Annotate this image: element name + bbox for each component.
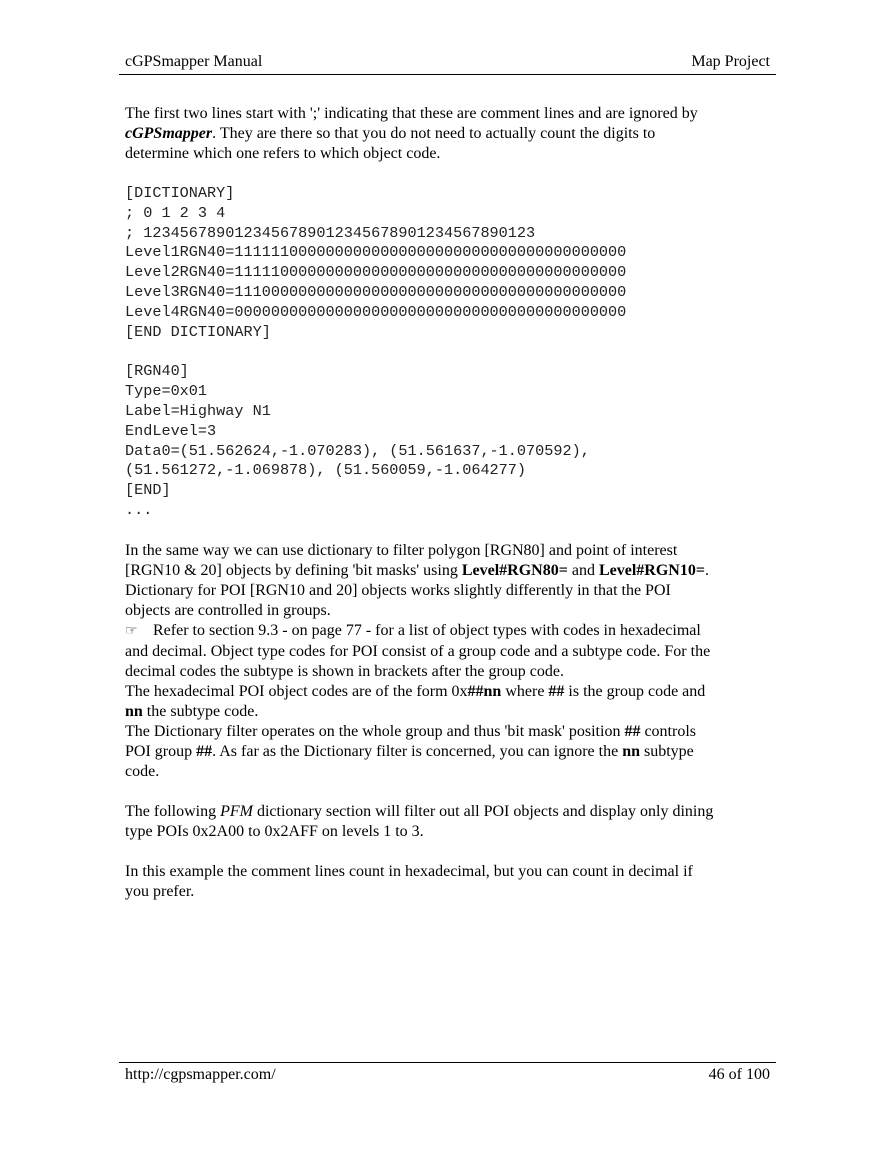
paragraph-line [125, 702, 775, 722]
header-title: cGPSmapper Manual [125, 53, 263, 70]
code-line: Data0=(51.562624,-1.070283), (51.561637,-1.070592), [125, 441, 590, 460]
code-line: ; 0 1 2 3 4 [125, 203, 226, 222]
paragraph-line [125, 742, 775, 762]
text-run: POI group [125, 742, 197, 760]
page-body [125, 104, 775, 902]
paragraph-line [125, 561, 775, 581]
page-footer [119, 1062, 776, 1085]
text-run: The hexadecimal POI object codes are of the form 0x [125, 682, 468, 700]
text-run: controls [640, 722, 696, 740]
intro-paragraph [125, 104, 775, 164]
paragraph-line: decimal codes the subtype is shown in brackets after the group code. [125, 662, 564, 680]
code-line: Level4RGN40=0000000000000000000000000000000000000000000 [125, 302, 627, 321]
paragraph-line: and decimal. Object type codes for POI consist of a group code and a subtype code. For the [125, 642, 711, 660]
paragraph-line: In this example the comment lines count in hexadecimal, but you can count in decimal if [125, 862, 693, 880]
bold-keyword: nn [622, 742, 640, 760]
text-run: . As far as the Dictionary filter is concerned, you can ignore the [212, 742, 623, 760]
page-header [119, 52, 776, 75]
paragraph-line: code. [125, 762, 160, 780]
text-run: where [501, 682, 549, 700]
code-line: (51.561272,-1.069878), (51.560059,-1.064277) [125, 461, 527, 480]
bold-keyword: ## [624, 722, 641, 740]
paragraph-line: In the same way we can use dictionary to filter polygon [RGN80] and point of interest [125, 541, 678, 559]
code-line: Label=Highway N1 [125, 401, 271, 420]
pointing-hand-icon: ☞ [125, 623, 138, 639]
intro-line-1: The first two lines start with ';' indicating that these are comment lines and are ignored by [125, 105, 698, 122]
code-line: [END] [125, 481, 171, 500]
bold-keyword: ##nn [467, 682, 502, 700]
text-run: The Dictionary filter operates on the whole group and thus 'bit mask' position [125, 722, 625, 740]
code-line: Level3RGN40=1110000000000000000000000000000000000000000 [125, 282, 627, 301]
text-run: subtype [639, 742, 694, 760]
hex-note-paragraph [125, 862, 775, 902]
rgn40-code-block [125, 362, 775, 520]
bold-keyword: ## [196, 742, 213, 760]
paragraph-line [125, 682, 775, 702]
code-line: Level2RGN40=1111100000000000000000000000000000000000000 [125, 263, 627, 282]
bold-keyword: nn [125, 702, 143, 720]
italic-keyword: PFM [220, 802, 253, 820]
text-run: . [704, 561, 709, 579]
text-run: [RGN10 & 20] objects by defining 'bit masks' using [125, 561, 462, 579]
paragraph-line [125, 802, 775, 822]
text-run: dictionary section will filter out all POI objects and display only dining [252, 802, 714, 820]
code-line: Type=0x01 [125, 382, 208, 401]
code-line: EndLevel=3 [125, 421, 217, 440]
code-line: ... [125, 500, 153, 519]
paragraph-line [125, 722, 775, 742]
text-run: and [567, 561, 599, 579]
paragraph-line: objects are controlled in groups. [125, 601, 331, 619]
code-line: [RGN40] [125, 362, 189, 381]
code-line: [DICTIONARY] [125, 184, 235, 202]
intro-line-3: determine which one refers to which object code. [125, 145, 441, 162]
pfm-paragraph [125, 802, 775, 842]
reference-text: Refer to section 9.3 - on page 77 - for a list of object types with codes in hexadecimal [153, 621, 701, 639]
bold-keyword: ## [548, 682, 565, 700]
text-run: is the group code and [564, 682, 706, 700]
text-run: the subtype code. [142, 702, 259, 720]
code-line: [END DICTIONARY] [125, 322, 271, 341]
dictionary-filter-paragraph [125, 541, 775, 782]
intro-line-2 [125, 124, 775, 144]
page-number: 46 of 100 [708, 1066, 770, 1083]
bold-keyword: Level#RGN10= [598, 561, 705, 579]
footer-url: http://cgpsmapper.com/ [125, 1066, 276, 1083]
code-line: Level1RGN40=1111110000000000000000000000000000000000000 [125, 243, 627, 262]
code-line: ; 1234567890123456789012345678901234567890123 [125, 223, 536, 242]
paragraph-line: you prefer. [125, 882, 195, 900]
text-run: The following [125, 802, 221, 820]
header-section: Map Project [691, 53, 770, 70]
bold-keyword: Level#RGN80= [461, 561, 568, 579]
intro-line-2-rest: . They are there so that you do not need to actually count the digits to [212, 125, 656, 142]
paragraph-line: Dictionary for POI [RGN10 and 20] objects works slightly differently in that the POI [125, 581, 671, 599]
paragraph-line: type POIs 0x2A00 to 0x2AFF on levels 1 to 3. [125, 822, 424, 840]
product-name: cGPSmapper [125, 125, 213, 142]
dictionary-code-block [125, 184, 775, 342]
reference-line [125, 621, 775, 642]
